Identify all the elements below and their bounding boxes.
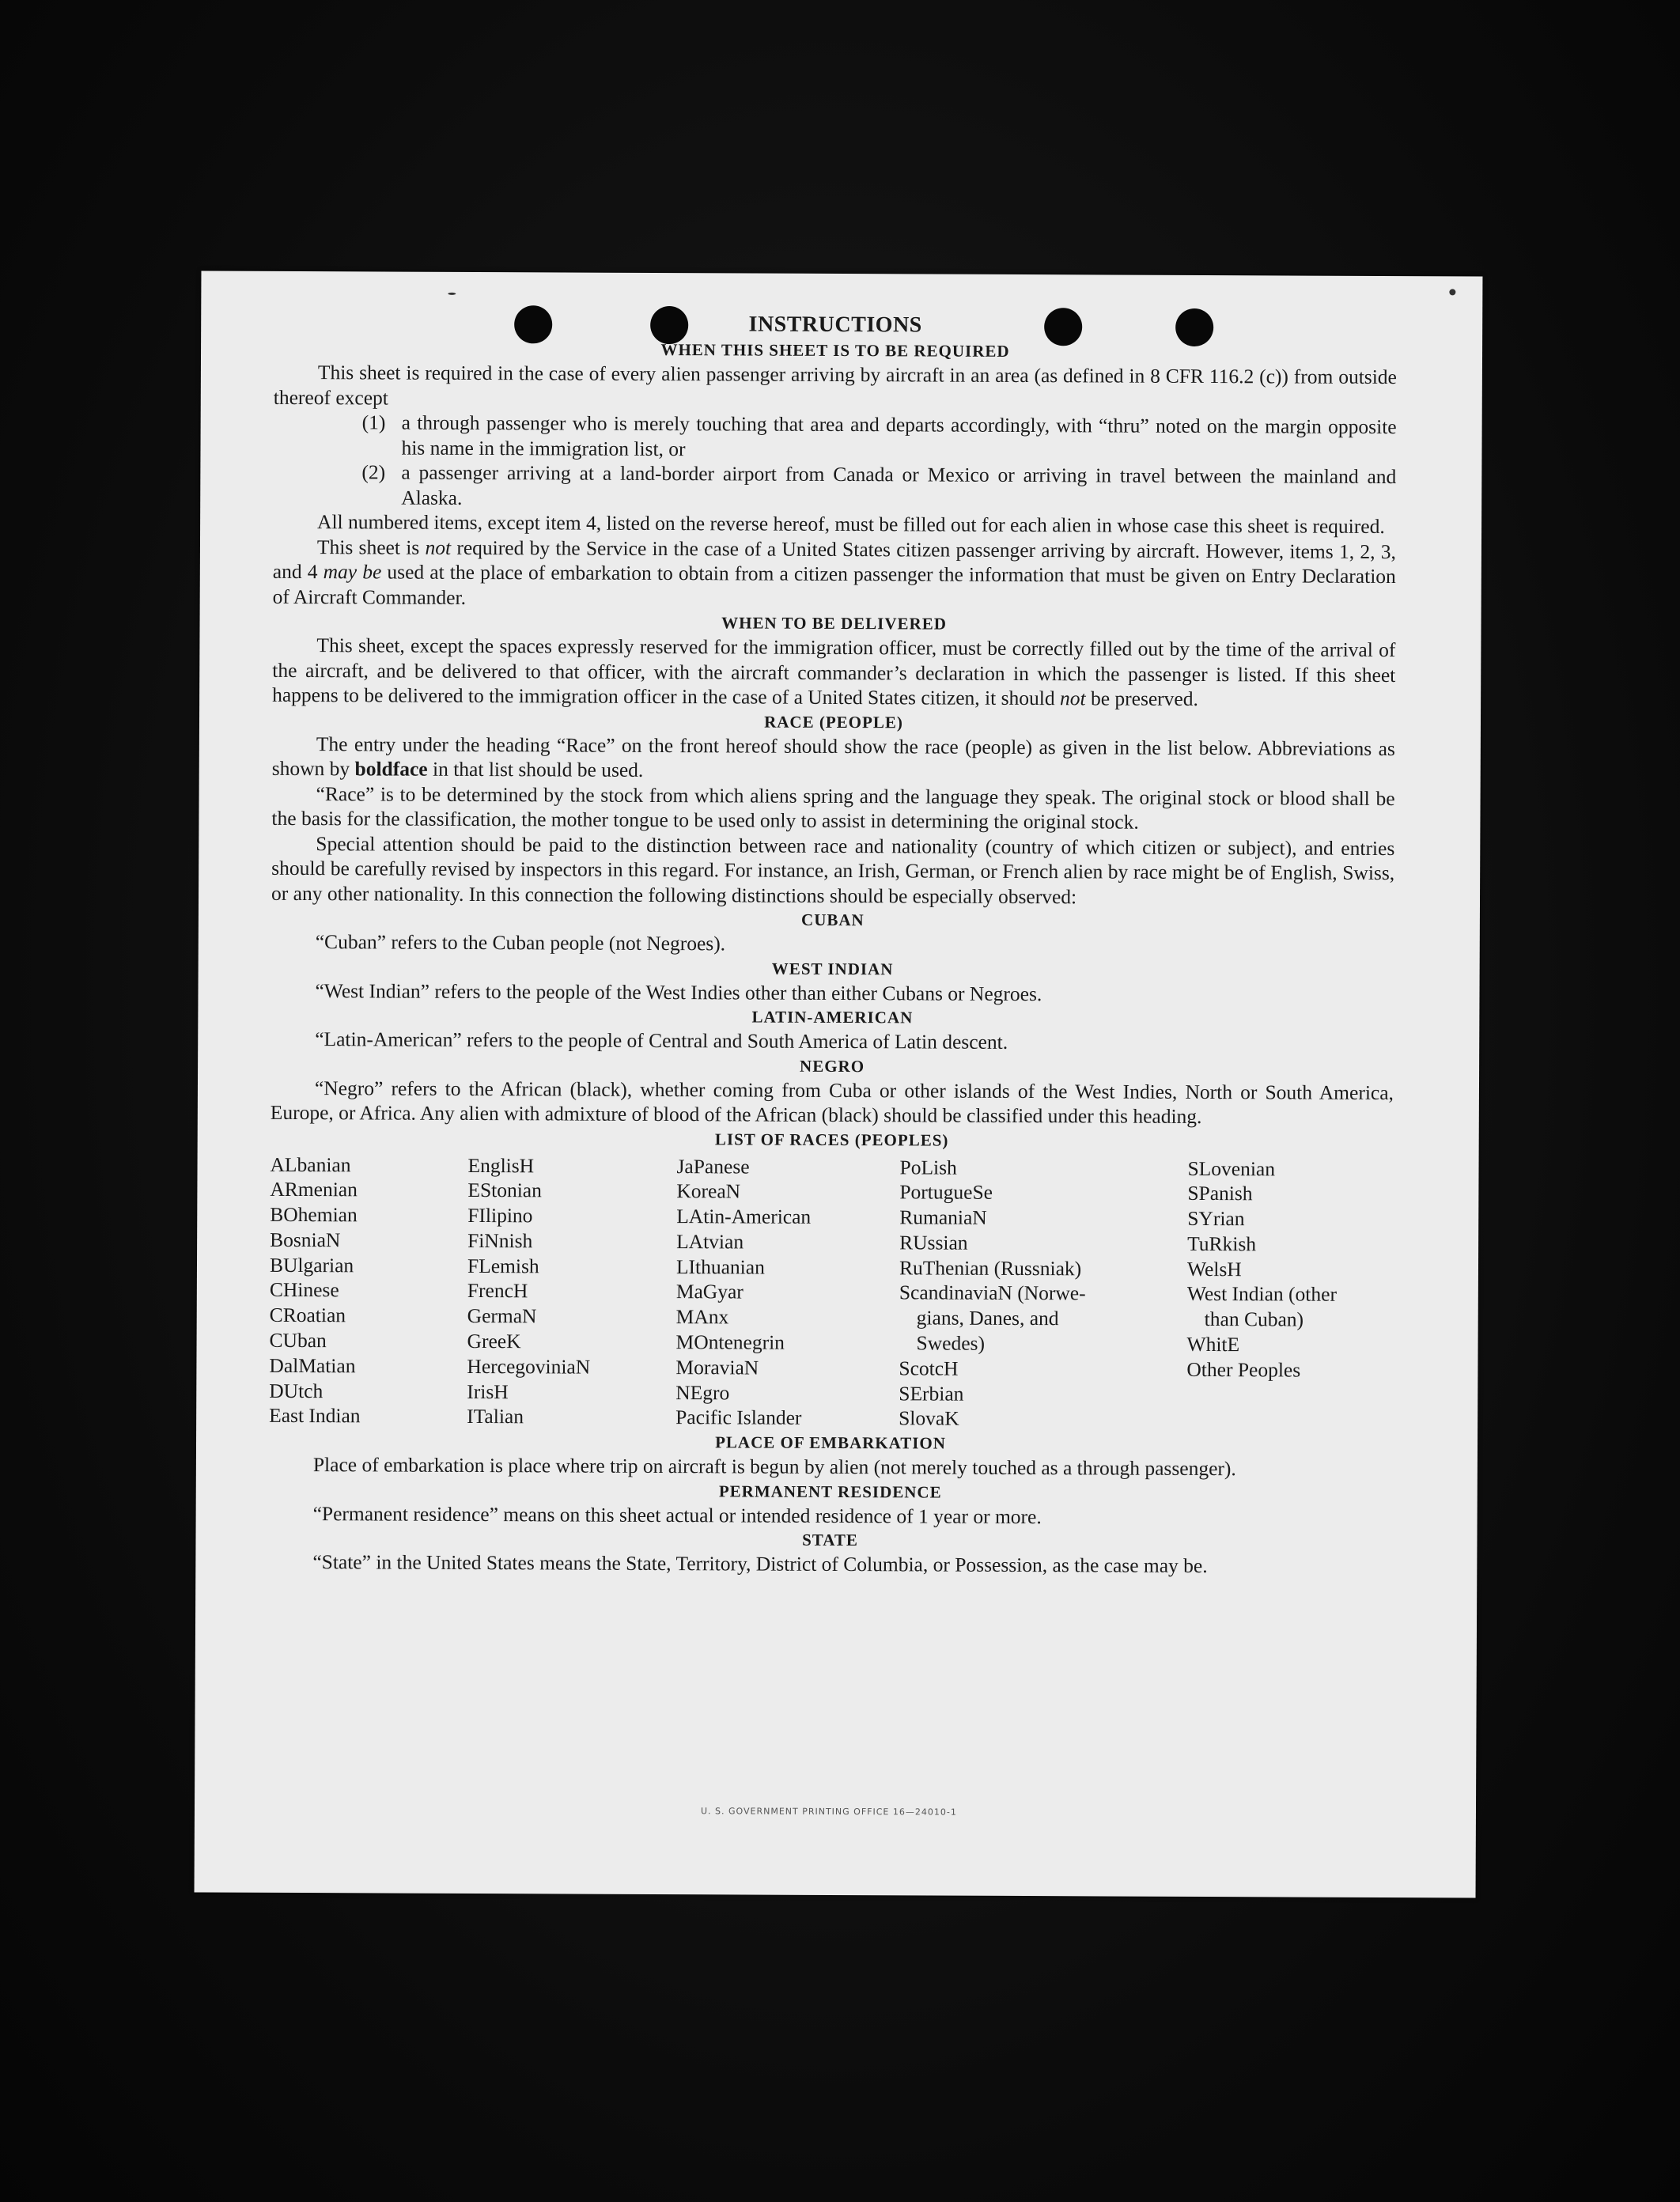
race-item: WhitE <box>1186 1333 1240 1356</box>
race-item: DalMatian <box>269 1353 356 1378</box>
race-item: SPanish <box>1187 1182 1253 1205</box>
race-item: EnglisH <box>467 1153 535 1177</box>
section-heading: WHEN TO BE DELIVERED <box>721 613 947 634</box>
race-item: FrencH <box>467 1279 528 1303</box>
emphasis: not <box>1059 687 1086 710</box>
speck <box>1449 289 1455 295</box>
race-column <box>675 1154 900 1432</box>
race-item: SYrian <box>1187 1207 1245 1231</box>
race-item: CRoatian <box>269 1303 346 1327</box>
race-item: FLemish <box>467 1254 539 1278</box>
race-item: KoreaN <box>676 1179 741 1203</box>
text-run: The entry under the heading “Race” on the front hereof should show the race (people) as given in the list below. Abbreviations as shown by <box>271 732 1395 781</box>
race-item: EStonian <box>467 1179 542 1202</box>
text-run: used at the place of embarkation to obtain from a citizen passenger the information that must be given on Entry Declaration of Aircraft Commander. <box>272 560 1396 609</box>
race-item: gians, Danes, and <box>916 1306 1059 1330</box>
race-item: BUlgarian <box>269 1253 354 1277</box>
race-item: DUtch <box>269 1379 324 1402</box>
document-sheet <box>195 271 1483 1897</box>
race-item: ScotcH <box>899 1356 959 1380</box>
paragraph: Special attention should be paid to the distinction between race and nationality (country of which citizen or subject), and entries should be carefully revised by inspectors in this regard. For instance, an Irish, German, or French alien by race might be of English, Swiss, or any other nationality. In this connection the following distinctions should be especially observed: <box>271 831 1395 908</box>
speck <box>448 293 456 295</box>
text-run: be preserved. <box>1085 687 1198 710</box>
race-item: BOhemian <box>270 1202 358 1227</box>
section-heading: LIST OF RACES (PEOPLES) <box>714 1129 949 1150</box>
bold-text: boldface <box>354 757 428 781</box>
race-item: JaPanese <box>676 1154 750 1179</box>
race-column <box>899 1155 1188 1432</box>
emphasis: not <box>425 535 452 559</box>
race-item: PortugueSe <box>899 1180 993 1205</box>
paragraph <box>272 731 1395 785</box>
race-column <box>467 1152 677 1430</box>
race-item: Swedes) <box>916 1331 986 1355</box>
race-item: NEgro <box>675 1380 730 1405</box>
race-column <box>269 1152 468 1429</box>
paragraph: “Permanent residence” means on this sheet actual or intended residence of 1 year or more. <box>312 1501 1042 1528</box>
section-heading: RACE (PEOPLE) <box>764 712 903 732</box>
race-item: SlovaK <box>899 1406 959 1431</box>
paragraph: All numbered items, except item 4, listed on the reverse hereof, must be filled out for each alien in whose case this sheet is required. <box>317 510 1385 539</box>
race-item: GreeK <box>467 1330 521 1353</box>
paragraph <box>273 534 1396 614</box>
race-item: CHinese <box>269 1278 339 1302</box>
race-item: WelsH <box>1186 1257 1242 1281</box>
paragraph: “West Indian” refers to the people of the West Indies other than either Cubans or Negroes. <box>315 978 1042 1005</box>
emphasis: may be <box>323 560 382 584</box>
race-item: West Indian (other <box>1186 1282 1338 1307</box>
race-item: ARmenian <box>270 1178 358 1201</box>
race-item: East Indian <box>269 1404 361 1428</box>
numbered-item <box>361 460 1396 514</box>
race-item: Pacific Islander <box>675 1406 802 1430</box>
section-heading: PLACE OF EMBARKATION <box>715 1432 946 1453</box>
paragraph: This sheet is required in the case of every alien passenger arriving by aircraft in an area (as defined in 8 CFR 116.2 (c)) from outside thereof except <box>273 361 1397 410</box>
paragraph: “Cuban” refers to the Cuban people (not Negroes). <box>315 930 726 955</box>
section-heading: WEST INDIAN <box>771 959 894 978</box>
race-column <box>1186 1156 1394 1433</box>
paragraph <box>272 633 1395 713</box>
race-item: Other Peoples <box>1186 1357 1301 1382</box>
section-heading: CUBAN <box>801 910 865 930</box>
race-item: LIthuanian <box>675 1254 765 1279</box>
item-number: (2) <box>361 460 386 484</box>
paragraph: “Race” is to be determined by the stock from which aliens spring and the language they speak. The original stock or blood shall be the basis for the classification, the mother tongue to be used only to assist in determining the original stock. <box>271 781 1395 834</box>
item-text: a through passenger who is merely touching that area and departs accordingly, with “thru” noted on the margin opposite his name in the immigration list, or <box>401 411 1397 460</box>
race-item: LAtvian <box>676 1229 744 1254</box>
section-heading: PERMANENT RESIDENCE <box>718 1481 942 1502</box>
item-text: a passenger arriving at a land-border airport from Canada or Mexico or arriving in travel between the mainland and Alaska. <box>401 460 1397 509</box>
race-item: RumaniaN <box>899 1205 987 1229</box>
race-item: SLovenian <box>1187 1156 1276 1180</box>
race-item: MoraviaN <box>675 1355 759 1379</box>
race-item: FIlipino <box>467 1204 533 1228</box>
race-item: ALbanian <box>270 1152 351 1176</box>
race-item: MaGyar <box>675 1280 744 1303</box>
race-item: FiNnish <box>467 1228 533 1253</box>
numbered-item <box>361 410 1396 464</box>
paragraph: Place of embarkation is place where trip on aircraft is begun by alien (not merely touched as a through passenger). <box>312 1453 1236 1481</box>
race-item: IrisH <box>467 1379 509 1403</box>
race-item: RuThenian (Russniak) <box>899 1256 1082 1281</box>
race-item: MAnx <box>675 1305 729 1329</box>
race-item: ScandinaviaN (Norwe- <box>899 1281 1086 1305</box>
race-item: LAtin-American <box>676 1205 812 1228</box>
race-item: GermaN <box>467 1304 537 1328</box>
race-item: TuRkish <box>1187 1232 1257 1256</box>
section-heading: STATE <box>802 1530 858 1550</box>
section-heading: NEGRO <box>800 1056 865 1076</box>
race-item: CUban <box>269 1328 327 1353</box>
text-run: This sheet, except the spaces expressly reserved for the immigration officer, must be correctly filled out by the time of the arrival of the aircraft, and be delivered to that officer, with the aircraft commander’s declaration in which the passenger is listed. If this sheet happens to be delivered to the immigration officer in the case of a United States citizen, it should <box>272 634 1396 710</box>
race-item: HercegoviniaN <box>467 1354 591 1379</box>
instructions-content <box>268 309 1397 1580</box>
paragraph: “State” in the United States means the State, Territory, District of Columbia, or Possession, as the case may be. <box>312 1550 1208 1578</box>
race-item: SErbian <box>899 1382 964 1406</box>
printing-office-mark: U. S. GOVERNMENT PRINTING OFFICE 16—24010-1 <box>700 1806 957 1818</box>
section-heading: LATIN-AMERICAN <box>751 1007 914 1027</box>
race-item: than Cuban) <box>1204 1307 1304 1331</box>
race-item: ITalian <box>467 1405 524 1428</box>
text-run: in that list should be used. <box>427 757 644 781</box>
race-item: RUssian <box>899 1231 968 1254</box>
race-item: BosniaN <box>270 1228 341 1252</box>
paragraph: “Latin-American” refers to the people of Central and South America of Latin descent. <box>315 1027 1008 1054</box>
text-run: This sheet is <box>316 535 426 559</box>
section-heading: WHEN THIS SHEET IS TO BE REQUIRED <box>660 340 1010 361</box>
item-number: (1) <box>361 411 386 434</box>
text-run: required by the Service in the case of a United States citizen passenger arriving by aircraft. However, items 1, 2, 3, and 4 <box>272 535 1396 584</box>
race-item: MOntenegrin <box>675 1330 785 1354</box>
paragraph: “Negro” refers to the African (black), whether coming from Cuba or other islands of the West Indies, North or South America, Europe, or Africa. Any alien with admixture of blood of the African (black) should be classified under this heading. <box>270 1076 1394 1129</box>
page-title: INSTRUCTIONS <box>748 312 922 338</box>
race-item: PoLish <box>899 1155 957 1179</box>
race-list <box>269 1152 1394 1433</box>
